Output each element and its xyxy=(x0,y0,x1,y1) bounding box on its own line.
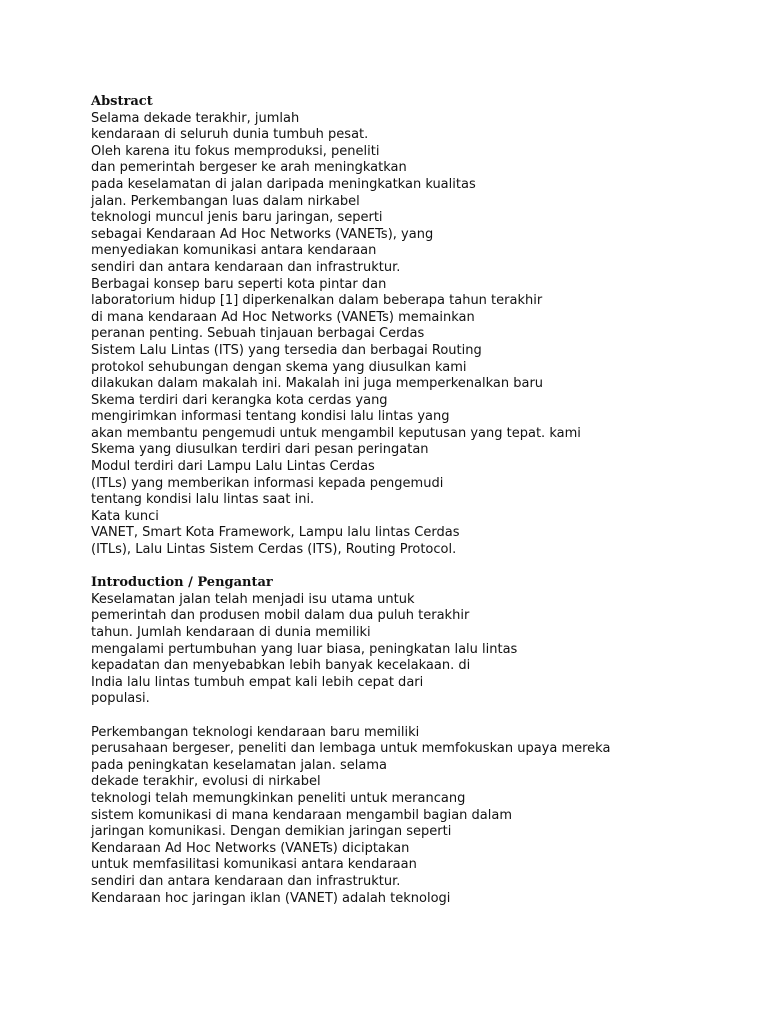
section-spacer xyxy=(91,559,751,576)
text-line: Selama dekade terakhir, jumlah xyxy=(91,110,300,126)
text-line: (ITLs) yang memberikan informasi kepada pengemudi xyxy=(91,475,444,491)
text-line: pada peningkatan keselamatan jalan. selama xyxy=(91,757,387,773)
text-line: Oleh karena itu fokus memproduksi, peneliti xyxy=(91,143,380,159)
text-line: populasi. xyxy=(91,691,150,707)
text-line: Modul terdiri dari Lampu Lalu Lintas Cerdas xyxy=(91,459,375,475)
text-line: Sistem Lalu Lintas (ITS) yang tersedia dan berbagai Routing xyxy=(91,342,482,358)
text-line: perusahaan bergeser, peneliti dan lembaga untuk memfokuskan upaya mereka xyxy=(91,741,611,757)
text-line: kendaraan di seluruh dunia tumbuh pesat. xyxy=(91,127,369,143)
introduction-paragraph-2 xyxy=(91,725,751,908)
keywords-line: (ITLs), Lalu Lintas Sistem Cerdas (ITS), Routing Protocol. xyxy=(91,542,457,558)
keywords-line: VANET, Smart Kota Framework, Lampu lalu lintas Cerdas xyxy=(91,525,460,541)
text-line: mengirimkan informasi tentang kondisi lalu lintas yang xyxy=(91,409,450,425)
text-line: teknologi muncul jenis baru jaringan, seperti xyxy=(91,210,383,226)
text-line: menyediakan komunikasi antara kendaraan xyxy=(91,243,377,259)
abstract-heading: Abstract xyxy=(91,94,153,109)
text-line: sistem komunikasi di mana kendaraan mengambil bagian dalam xyxy=(91,807,513,823)
text-line: pada keselamatan di jalan daripada meningkatkan kualitas xyxy=(91,176,476,192)
text-line: Skema yang diusulkan terdiri dari pesan peringatan xyxy=(91,442,429,458)
text-line: sebagai Kendaraan Ad Hoc Networks (VANETs), yang xyxy=(91,226,434,242)
text-line: Kendaraan Ad Hoc Networks (VANETs) diciptakan xyxy=(91,840,410,856)
text-line: tahun. Jumlah kendaraan di dunia memiliki xyxy=(91,625,371,640)
text-line: jaringan komunikasi. Dengan demikian jaringan seperti xyxy=(91,824,452,840)
text-line: sendiri dan antara kendaraan dan infrastruktur. xyxy=(91,873,401,889)
text-line: jalan. Perkembangan luas dalam nirkabel xyxy=(91,193,360,209)
text-line: laboratorium hidup [1] diperkenalkan dalam beberapa tahun terakhir xyxy=(91,293,543,309)
text-line: peranan penting. Sebuah tinjauan berbagai Cerdas xyxy=(91,326,425,342)
text-line: Kendaraan hoc jaringan iklan (VANET) adalah teknologi xyxy=(91,890,451,906)
text-line: protokol sehubungan dengan skema yang diusulkan kami xyxy=(91,359,467,375)
document-body xyxy=(91,94,751,907)
text-line: kepadatan dan menyebabkan lebih banyak kecelakaan. di xyxy=(91,658,471,674)
text-line: India lalu lintas tumbuh empat kali lebih cepat dari xyxy=(91,674,424,690)
text-line: teknologi telah memungkinkan peneliti untuk merancang xyxy=(91,790,466,806)
text-line: Berbagai konsep baru seperti kota pintar dan xyxy=(91,276,387,292)
text-line: di mana kendaraan Ad Hoc Networks (VANETs) memainkan xyxy=(91,309,475,325)
text-line: akan membantu pengemudi untuk mengambil keputusan yang tepat. kami xyxy=(91,425,581,441)
text-line: dilakukan dalam makalah ini. Makalah ini juga memperkenalkan baru xyxy=(91,376,544,392)
text-line: Perkembangan teknologi kendaraan baru memiliki xyxy=(91,724,420,740)
text-line: untuk memfasilitasi komunikasi antara kendaraan xyxy=(91,857,417,873)
text-line: tentang kondisi lalu lintas saat ini. xyxy=(91,492,315,508)
keywords-label: Kata kunci xyxy=(91,508,159,524)
text-line: sendiri dan antara kendaraan dan infrastruktur. xyxy=(91,259,401,275)
text-line: dan pemerintah bergeser ke arah meningkatkan xyxy=(91,160,407,176)
paragraph-spacer xyxy=(91,708,751,725)
text-line: Skema terdiri dari kerangka kota cerdas yang xyxy=(91,392,388,408)
text-line: mengalami pertumbuhan yang luar biasa, peningkatan lalu lintas xyxy=(91,641,518,657)
abstract-text xyxy=(91,111,751,559)
text-line: Keselamatan jalan telah menjadi isu utama untuk xyxy=(91,591,415,607)
introduction-heading: Introduction / Pengantar xyxy=(91,575,273,591)
introduction-paragraph-1 xyxy=(91,592,751,708)
text-line: dekade terakhir, evolusi di nirkabel xyxy=(91,774,321,790)
text-line: pemerintah dan produsen mobil dalam dua puluh terakhir xyxy=(91,608,470,624)
